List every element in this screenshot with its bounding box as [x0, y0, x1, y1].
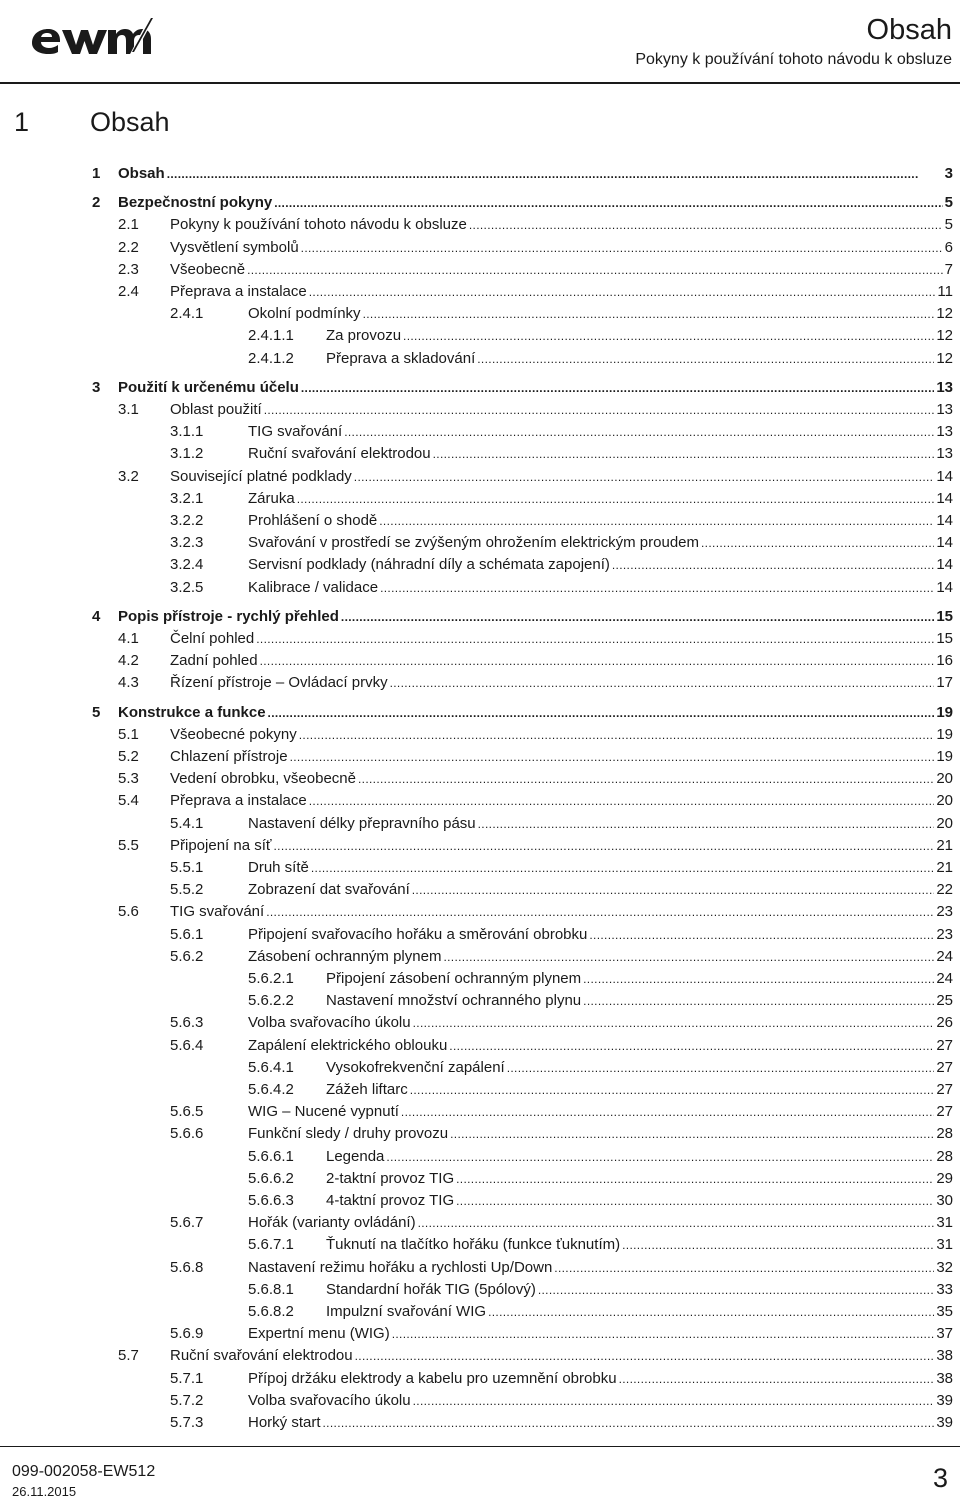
- toc-entry[interactable]: [0, 1058, 960, 1080]
- toc-entry-title: Přeprava a instalace: [170, 792, 307, 810]
- toc-dot-leader: [264, 401, 935, 418]
- toc-entry-page: 28: [936, 1147, 953, 1165]
- toc-entry[interactable]: [0, 629, 960, 651]
- toc-dot-leader: [167, 165, 943, 182]
- section-title: Obsah: [90, 107, 170, 137]
- toc-entry-page: 14: [936, 489, 953, 507]
- toc-entry-page: 27: [936, 1081, 953, 1098]
- toc-entry-page: 29: [936, 1169, 953, 1187]
- toc-dot-leader: [583, 992, 934, 1009]
- toc-entry-title: Čelní pohled: [170, 630, 255, 647]
- toc-entry-number: 3.2.4: [170, 556, 204, 574]
- toc-entry-page: 26: [936, 1014, 953, 1032]
- toc-dot-leader: [456, 1192, 934, 1209]
- toc-dot-leader: [413, 1392, 935, 1409]
- toc-dot-leader: [410, 1081, 935, 1098]
- toc-entry[interactable]: [0, 1147, 960, 1169]
- toc-dot-leader: [341, 608, 934, 625]
- toc-entry-number: 5.7.2: [170, 1391, 204, 1409]
- toc-entry[interactable]: [0, 769, 960, 791]
- toc-entry-page: 39: [936, 1414, 953, 1431]
- toc-entry-number: 5.6.2: [170, 947, 204, 965]
- toc-entry-page: 31: [936, 1214, 953, 1232]
- toc-entry[interactable]: [0, 703, 960, 725]
- toc-dot-leader: [413, 1014, 935, 1031]
- toc-entry-page: 13: [936, 423, 953, 441]
- toc-dot-leader: [443, 948, 934, 965]
- toc-entry[interactable]: [0, 444, 960, 466]
- toc-entry-number: 5.6.2.1: [248, 970, 294, 987]
- toc-entry[interactable]: [0, 578, 960, 600]
- toc-entry-page: 17: [936, 674, 953, 692]
- toc-entry-number: 5.6.4: [170, 1036, 204, 1054]
- toc-entry-number: 5.7.3: [170, 1414, 204, 1431]
- toc-entry-page: 31: [936, 1236, 953, 1254]
- toc-dot-leader: [297, 490, 935, 507]
- toc-entry-title: Ťuknutí na tlačítko hořáku (funkce ťuknutím): [326, 1236, 621, 1254]
- toc-entry-page: 30: [936, 1192, 953, 1209]
- toc-dot-leader: [256, 630, 934, 647]
- toc-entry-page: 5: [944, 194, 953, 212]
- toc-entry[interactable]: [0, 1413, 960, 1435]
- toc-entry-title: Zobrazení dat svařování: [248, 881, 410, 899]
- toc-entry-title: Bezpečnostní pokyny: [118, 194, 273, 212]
- toc-entry-title: Zásobení ochranným plynem: [248, 947, 442, 965]
- toc-entry-number: 5.4.1: [170, 814, 204, 832]
- header-title: Obsah: [866, 14, 952, 46]
- toc-entry-title: Všeobecně: [170, 260, 246, 278]
- toc-dot-leader: [477, 350, 934, 367]
- toc-dot-leader: [301, 379, 934, 396]
- toc-entry-title: Svařování v prostředí se zvýšeným ohrožením elektrickým proudem: [248, 534, 700, 552]
- toc-entry[interactable]: [0, 326, 960, 348]
- toc-entry[interactable]: [0, 304, 960, 326]
- toc-entry[interactable]: [0, 533, 960, 555]
- toc-entry-title: Zážeh liftarc: [326, 1081, 408, 1098]
- toc-entry-number: 5.6.6.1: [248, 1147, 294, 1165]
- toc-entry[interactable]: [0, 1013, 960, 1035]
- toc-entry-page: 23: [936, 925, 953, 943]
- toc-entry-title: Okolní podmínky: [248, 305, 361, 323]
- toc-dot-leader: [701, 534, 934, 551]
- toc-entry-title: Popis přístroje - rychlý přehled: [118, 607, 339, 625]
- toc-entry-page: 19: [936, 725, 953, 743]
- toc-dot-leader: [507, 1059, 935, 1076]
- toc-dot-leader: [478, 815, 935, 832]
- toc-entry[interactable]: [0, 607, 960, 629]
- toc-dot-leader: [309, 283, 936, 300]
- toc-entry[interactable]: [0, 791, 960, 813]
- toc-entry-number: 3.1.1: [170, 423, 204, 441]
- toc-entry-title: Konstrukce a funkce: [118, 703, 266, 721]
- toc-dot-leader: [311, 859, 934, 876]
- toc-dot-leader: [323, 1414, 935, 1431]
- toc-entry-number: 5.6.6.3: [248, 1192, 294, 1209]
- toc-entry-title: 2-taktní provoz TIG: [326, 1169, 455, 1187]
- toc-dot-leader: [401, 1103, 934, 1120]
- toc-entry[interactable]: [0, 1302, 960, 1324]
- toc-entry[interactable]: [0, 947, 960, 969]
- toc-dot-leader: [433, 445, 935, 462]
- toc-entry[interactable]: [0, 1080, 960, 1102]
- toc-entry-number: 4.1: [118, 630, 139, 647]
- toc-dot-leader: [266, 903, 934, 920]
- toc-entry-page: 12: [936, 327, 953, 345]
- toc-dot-leader: [268, 704, 935, 721]
- toc-entry-page: 28: [936, 1125, 953, 1143]
- toc-entry-page: 7: [944, 260, 953, 278]
- toc-entry-number: 2.4.1: [170, 305, 204, 323]
- toc-entry-title: Nastavení režimu hořáku a rychlosti Up/Down: [248, 1258, 553, 1276]
- toc-entry-page: 22: [936, 881, 953, 899]
- toc-entry-number: 5.6.7.1: [248, 1236, 294, 1254]
- toc-entry-title: Za provozu: [326, 327, 402, 345]
- toc-entry[interactable]: [0, 1169, 960, 1191]
- toc-dot-leader: [380, 579, 934, 596]
- toc-entry-title: Použití k určenému účelu: [118, 378, 299, 396]
- toc-entry-number: 3.2.3: [170, 534, 204, 552]
- toc-entry-title: Připojení svařovacího hořáku a směrování obrobku: [248, 925, 588, 943]
- toc-entry[interactable]: [0, 725, 960, 747]
- toc-entry-number: 5.6.6: [170, 1125, 204, 1143]
- toc-entry-title: Nastavení množství ochranného plynu: [326, 992, 582, 1010]
- section-number: 1: [14, 107, 30, 137]
- toc-entry-number: 5.6.4.1: [248, 1058, 294, 1076]
- toc-entry-page: 35: [936, 1303, 953, 1320]
- toc-dot-leader: [363, 305, 935, 322]
- toc-dot-leader: [390, 674, 935, 691]
- toc-entry[interactable]: [0, 673, 960, 695]
- toc-entry-number: 5.6.5: [170, 1103, 204, 1121]
- toc-entry[interactable]: [0, 836, 960, 858]
- toc-entry[interactable]: [0, 378, 960, 400]
- toc-entry-title: Expertní menu (WIG): [248, 1325, 390, 1343]
- toc-entry-page: 21: [936, 836, 953, 854]
- toc-entry-page: 14: [936, 512, 953, 529]
- toc-entry-page: 14: [936, 534, 953, 552]
- toc-entry-page: 13: [936, 401, 953, 418]
- toc-entry-page: 27: [936, 1036, 953, 1054]
- toc-entry-title: Nastavení délky přepravního pásu: [248, 814, 476, 832]
- toc-entry[interactable]: [0, 880, 960, 902]
- toc-dot-leader: [449, 1037, 934, 1054]
- footer-divider: [0, 1446, 960, 1447]
- toc-entry-number: 5: [92, 703, 101, 721]
- toc-entry-page: 25: [936, 992, 953, 1010]
- toc-dot-leader: [583, 970, 934, 987]
- toc-entry[interactable]: [0, 1280, 960, 1302]
- toc-entry-title: Vysvětlení symbolů: [170, 238, 299, 256]
- toc-entry-page: 38: [936, 1369, 953, 1387]
- toc-entry-title: Vysokofrekvenční zapálení: [326, 1058, 505, 1076]
- toc-entry-number: 4.3: [118, 674, 139, 692]
- toc-entry-title: Prohlášení o shodě: [248, 512, 378, 529]
- toc-dot-leader: [612, 556, 934, 573]
- toc-entry-title: Vedení obrobku, všeobecně: [170, 770, 356, 788]
- toc-dot-leader: [392, 1325, 935, 1342]
- ewm-logo: [22, 12, 164, 58]
- document-date: 26.11.2015: [12, 1484, 77, 1499]
- toc-entry-title: Přípoj držáku elektrody a kabelu pro uzemnění obrobku: [248, 1369, 617, 1387]
- toc-entry-number: 3.2.1: [170, 489, 204, 507]
- toc-entry-number: 3.2: [118, 467, 139, 485]
- toc-entry[interactable]: [0, 1391, 960, 1413]
- toc-entry[interactable]: [0, 193, 960, 215]
- toc-entry-page: 6: [944, 238, 953, 256]
- toc-entry-page: 14: [936, 556, 953, 574]
- toc-entry-number: 5.7: [118, 1347, 139, 1365]
- toc-dot-leader: [354, 468, 935, 485]
- toc-entry[interactable]: [0, 238, 960, 260]
- toc-entry-number: 2.4: [118, 283, 139, 300]
- toc-dot-leader: [412, 881, 935, 898]
- toc-entry-number: 3.2.5: [170, 578, 204, 596]
- toc-entry-page: 15: [936, 630, 953, 647]
- toc-entry-page: 19: [936, 748, 953, 765]
- toc-entry-title: Oblast použití: [170, 401, 262, 418]
- toc-entry-title: Řízení přístroje – Ovládací prvky: [170, 674, 388, 692]
- toc-dot-leader: [538, 1281, 934, 1298]
- toc-entry[interactable]: [0, 349, 960, 371]
- toc-entry[interactable]: [0, 400, 960, 422]
- toc-entry-number: 5.6.8.1: [248, 1280, 294, 1298]
- toc-entry[interactable]: [0, 164, 960, 186]
- toc-entry-title: Zadní pohled: [170, 652, 258, 670]
- toc-entry-number: 5.6.7: [170, 1214, 204, 1232]
- toc-entry-page: 39: [936, 1391, 953, 1409]
- toc-entry[interactable]: [0, 747, 960, 769]
- toc-entry-title: Hořák (varianty ovládání): [248, 1214, 416, 1232]
- toc-entry-number: 5.3: [118, 770, 139, 788]
- toc-dot-leader: [469, 216, 943, 233]
- toc-entry-page: 32: [936, 1258, 953, 1276]
- header-subtitle: Pokyny k používání tohoto návodu k obsluze: [635, 51, 952, 68]
- toc-entry-page: 21: [936, 859, 953, 876]
- toc-dot-leader: [450, 1125, 934, 1142]
- toc-entry-page: 37: [936, 1325, 953, 1343]
- toc-entry-number: 3.2.2: [170, 512, 204, 529]
- toc-dot-leader: [589, 926, 934, 943]
- toc-entry-page: 12: [936, 305, 953, 323]
- toc-entry[interactable]: [0, 555, 960, 577]
- toc-entry-title: Připojení na síť: [170, 836, 272, 854]
- toc-entry[interactable]: [0, 858, 960, 880]
- toc-entry-page: 14: [936, 578, 953, 596]
- toc-entry-title: 4-taktní provoz TIG: [326, 1192, 455, 1209]
- toc-entry-title: Legenda: [326, 1147, 385, 1165]
- toc-entry[interactable]: [0, 1369, 960, 1391]
- toc-entry[interactable]: [0, 1191, 960, 1213]
- toc-entry-page: 19: [936, 703, 953, 721]
- toc-entry-page: 16: [936, 652, 953, 670]
- toc-entry-number: 4.2: [118, 652, 139, 670]
- toc-entry-title: Obsah: [118, 165, 165, 182]
- toc-entry-number: 5.5: [118, 836, 139, 854]
- toc-entry-page: 15: [936, 607, 953, 625]
- document-number: 099-002058-EW512: [12, 1463, 156, 1480]
- toc-entry-title: Kalibrace / validace: [248, 578, 379, 596]
- toc-entry-title: Ruční svařování elektrodou: [170, 1347, 353, 1365]
- toc-entry[interactable]: [0, 1213, 960, 1235]
- toc-entry-page: 23: [936, 903, 953, 921]
- toc-entry-page: 20: [936, 792, 953, 810]
- toc-dot-leader: [290, 748, 935, 765]
- toc-entry-title: TIG svařování: [248, 423, 343, 441]
- toc-entry-number: 5.4: [118, 792, 139, 810]
- toc-dot-leader: [274, 837, 935, 854]
- toc-dot-leader: [299, 726, 935, 743]
- toc-dot-leader: [301, 239, 943, 256]
- toc-dot-leader: [358, 770, 934, 787]
- toc-entry-title: Přeprava a skladování: [326, 349, 476, 367]
- toc-entry-page: 3: [944, 165, 953, 182]
- toc-entry-title: Horký start: [248, 1414, 321, 1431]
- toc-entry-title: Ruční svařování elektrodou: [248, 445, 431, 463]
- toc-entry-number: 5.1: [118, 725, 139, 743]
- toc-entry-page: 24: [936, 970, 953, 987]
- toc-entry-title: Impulzní svařování WIG: [326, 1303, 487, 1320]
- toc-entry-page: 14: [936, 467, 953, 485]
- toc-entry[interactable]: [0, 651, 960, 673]
- toc-entry-title: Funkční sledy / druhy provozu: [248, 1125, 449, 1143]
- toc-entry[interactable]: [0, 467, 960, 489]
- toc-entry-title: Připojení zásobení ochranným plynem: [326, 970, 582, 987]
- toc-dot-leader: [622, 1236, 934, 1253]
- toc-dot-leader: [554, 1259, 934, 1276]
- toc-entry-page: 20: [936, 814, 953, 832]
- toc-entry-number: 5.6: [118, 903, 139, 921]
- toc-dot-leader: [309, 792, 935, 809]
- toc-dot-leader: [379, 512, 934, 529]
- toc-dot-leader: [619, 1370, 935, 1387]
- toc-entry-number: 5.5.2: [170, 881, 204, 899]
- toc-entry-number: 5.7.1: [170, 1369, 204, 1387]
- toc-entry-number: 5.6.1: [170, 925, 204, 943]
- toc-entry-page: 27: [936, 1058, 953, 1076]
- toc-entry-number: 5.5.1: [170, 859, 204, 876]
- toc-entry-number: 2.4.1.1: [248, 327, 294, 345]
- toc-entry-page: 20: [936, 770, 953, 788]
- toc-dot-leader: [403, 327, 934, 344]
- toc-entry-page: 11: [937, 283, 953, 300]
- toc-entry-title: Chlazení přístroje: [170, 748, 288, 765]
- toc-entry-number: 5.6.3: [170, 1014, 204, 1032]
- toc-entry-number: 3.1: [118, 401, 139, 418]
- toc-entry-number: 5.6.4.2: [248, 1081, 294, 1098]
- toc-entry[interactable]: [0, 1036, 960, 1058]
- toc-entry-page: 38: [936, 1347, 953, 1365]
- toc-entry[interactable]: [0, 260, 960, 282]
- toc-dot-leader: [274, 194, 942, 211]
- toc-entry[interactable]: [0, 489, 960, 511]
- toc-entry-number: 3.1.2: [170, 445, 204, 463]
- toc-entry-number: 5.6.8: [170, 1258, 204, 1276]
- toc-entry[interactable]: [0, 422, 960, 444]
- toc-entry-number: 1: [92, 165, 101, 182]
- toc-entry-title: Standardní hořák TIG (5pólový): [326, 1280, 536, 1298]
- toc-entry-page: 5: [944, 216, 953, 234]
- toc-entry-title: Zapálení elektrického oblouku: [248, 1036, 448, 1054]
- toc-entry-page: 13: [936, 445, 953, 463]
- toc-entry-number: 5.2: [118, 748, 139, 765]
- toc-dot-leader: [386, 1148, 934, 1165]
- toc-entry[interactable]: [0, 1235, 960, 1257]
- toc-dot-leader: [456, 1170, 934, 1187]
- toc-entry[interactable]: [0, 902, 960, 924]
- toc-dot-leader: [344, 423, 934, 440]
- toc-dot-leader: [260, 652, 935, 669]
- toc-entry-title: Související platné podklady: [170, 467, 352, 485]
- toc-entry-number: 5.6.6.2: [248, 1169, 294, 1187]
- page-number: 3: [932, 1463, 948, 1493]
- toc-entry-page: 13: [936, 378, 953, 396]
- toc-entry-number: 4: [92, 607, 101, 625]
- toc-entry[interactable]: [0, 511, 960, 533]
- toc-entry-title: Druh sítě: [248, 859, 309, 876]
- toc-entry-title: Volba svařovacího úkolu: [248, 1014, 411, 1032]
- toc-entry-page: 24: [936, 947, 953, 965]
- toc-dot-leader: [418, 1214, 935, 1231]
- toc-dot-leader: [355, 1347, 935, 1364]
- toc-entry-number: 2: [92, 194, 101, 212]
- toc-entry-title: TIG svařování: [170, 903, 265, 921]
- toc-entry-number: 5.6.2.2: [248, 992, 294, 1010]
- toc-entry-title: Přeprava a instalace: [170, 283, 307, 300]
- toc-dot-leader: [488, 1303, 934, 1320]
- toc-entry-title: WIG – Nucené vypnutí: [248, 1103, 399, 1121]
- toc-entry-page: 12: [936, 349, 953, 367]
- toc-entry-title: Volba svařovacího úkolu: [248, 1391, 411, 1409]
- toc-entry-number: 5.6.9: [170, 1325, 204, 1343]
- toc-entry[interactable]: [0, 1258, 960, 1280]
- toc-entry-number: 3: [92, 378, 101, 396]
- toc-entry-number: 2.1: [118, 216, 139, 234]
- toc-entry[interactable]: [0, 969, 960, 991]
- toc-entry[interactable]: [0, 1102, 960, 1124]
- toc-entry-number: 5.6.8.2: [248, 1303, 294, 1320]
- toc-dot-leader: [247, 261, 943, 278]
- header-divider: [0, 82, 960, 84]
- toc-entry-number: 2.3: [118, 260, 139, 278]
- toc-entry[interactable]: [0, 1346, 960, 1368]
- toc-entry-number: 2.2: [118, 238, 139, 256]
- toc-entry[interactable]: [0, 814, 960, 836]
- toc-entry[interactable]: [0, 925, 960, 947]
- toc-entry-page: 33: [936, 1280, 953, 1298]
- toc-entry[interactable]: [0, 282, 960, 304]
- toc-entry-number: 2.4.1.2: [248, 349, 294, 367]
- toc-entry[interactable]: [0, 1124, 960, 1146]
- toc-entry-title: Všeobecné pokyny: [170, 725, 297, 743]
- toc-entry-title: Záruka: [248, 489, 295, 507]
- toc-entry-title: Servisní podklady (náhradní díly a schémata zapojení): [248, 556, 610, 574]
- toc-entry[interactable]: [0, 215, 960, 237]
- toc-entry-title: Pokyny k používání tohoto návodu k obsluze: [170, 216, 467, 234]
- toc-entry[interactable]: [0, 1324, 960, 1346]
- toc-entry[interactable]: [0, 991, 960, 1013]
- toc-entry-page: 27: [936, 1103, 953, 1121]
